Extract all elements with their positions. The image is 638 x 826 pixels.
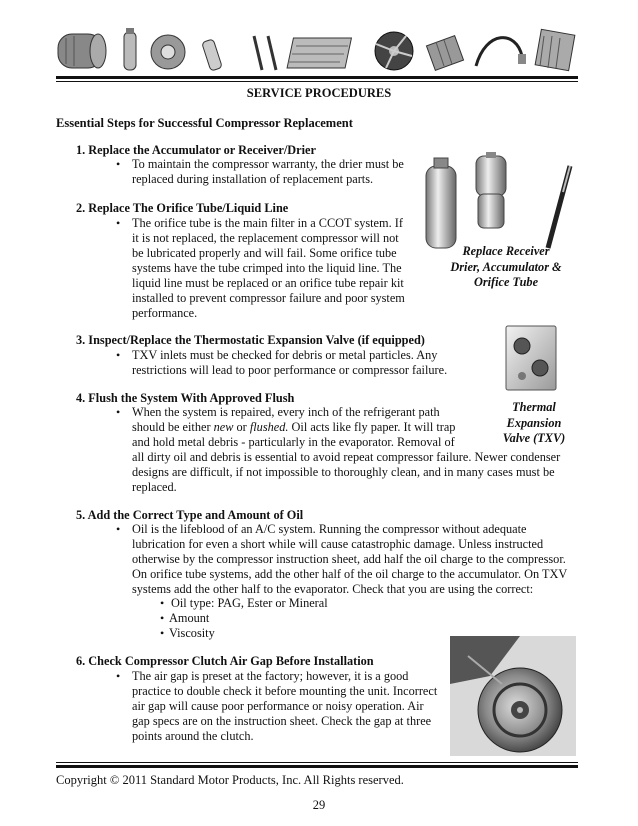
orifice-tube-image	[548, 166, 570, 248]
receiver-drier-image	[426, 158, 456, 248]
step-4-line: designs are difficult, if not impossible to thoroughly clean, and in many cases must be	[132, 465, 555, 479]
step-4-line: all dirty oil and debris is essential to avoid repeat compressor failure. Newer condenser	[132, 450, 561, 464]
bullet-marker: •	[116, 348, 121, 362]
step-4-heading: 4. Flush the System With Approved Flush	[76, 391, 295, 405]
bullet-marker: •	[116, 216, 121, 230]
step-6-line: The air gap is preset at the factory; however, it is a good	[132, 669, 409, 683]
footer-rule-thick	[56, 765, 578, 768]
step-1-line: To maintain the compressor warranty, the drier must be	[132, 157, 404, 171]
header-rule-thin	[56, 81, 578, 82]
step-5-line: otherwise by the compressor instruction sheet, add half the oil charge to the compressor.	[132, 552, 566, 566]
caption-line: Replace Receiver	[462, 244, 550, 258]
clutch-icon	[151, 35, 185, 69]
page-number: 29	[312, 798, 326, 812]
caption-line: Valve (TXV)	[502, 431, 566, 445]
caption-line: Orifice Tube	[473, 275, 539, 289]
page-subtitle: Essential Steps for Successful Compressor Replacement	[56, 116, 353, 130]
txv-photo	[500, 322, 562, 394]
step-5-heading: 5. Add the Correct Type and Amount of Oil	[76, 508, 304, 522]
bullet-marker: •	[116, 157, 121, 171]
oil-subitem: Amount	[169, 611, 210, 625]
drier-caption	[436, 244, 576, 291]
step-4-line: When the system is repaired, every inch of the refrigerant path	[132, 405, 440, 419]
copyright-text: Copyright © 2011 Standard Motor Products, Inc. All Rights reserved.	[56, 773, 404, 787]
text-run: or	[233, 420, 250, 434]
drier-accumulator-photo	[420, 152, 580, 252]
heater-core-icon	[535, 29, 575, 70]
evaporator-icon	[426, 36, 463, 71]
hose-icon	[476, 38, 526, 66]
accumulator-image	[476, 152, 506, 228]
step-6-heading: 6. Check Compressor Clutch Air Gap Before Installation	[76, 654, 374, 668]
step-3-heading: 3. Inspect/Replace the Thermostatic Expansion Valve (if equipped)	[76, 333, 425, 347]
step-2-heading: 2. Replace The Orifice Tube/Liquid Line	[76, 201, 289, 215]
text-run-italic: flushed.	[249, 420, 289, 434]
compressor-icon	[58, 34, 106, 68]
text-run-italic: new	[213, 420, 234, 434]
step-5-line: lubrication for even a short while will cause catastrophic damage. Unless instructed	[132, 537, 544, 551]
step-1-line: replaced during installation of replacement parts.	[132, 172, 374, 186]
orifice-tube-icon	[254, 36, 276, 70]
fan-icon	[375, 32, 413, 70]
step-4-line-emphasis	[132, 420, 455, 435]
step-2-line: The orifice tube is the main filter in a CCOT system. If	[132, 216, 403, 230]
bullet-marker: •	[116, 405, 121, 419]
step-3-line: restrictions will lead to poor performance or compressor failure.	[132, 363, 448, 377]
txv-caption	[488, 400, 580, 447]
step-4-line: and hold metal debris - particularly in the evaporator. Removal of	[132, 435, 455, 449]
text-run: Oil acts like fly paper. It will trap	[288, 420, 456, 434]
parts-banner	[56, 26, 578, 74]
condenser-icon	[287, 38, 351, 68]
step-4-line: replaced.	[132, 480, 177, 494]
footer-rule-thin	[56, 762, 578, 763]
step-6-line: air gap will cause poor performance or noisy operation. Air	[132, 699, 424, 713]
step-2-line: be lubricated properly and will fail. Some orifice tube	[132, 246, 397, 260]
accumulator-icon	[202, 39, 223, 71]
step-3-line: TXV inlets must be checked for debris or metal particles. Any	[132, 348, 438, 362]
caption-line: Thermal	[512, 400, 556, 414]
step-1-heading: 1. Replace the Accumulator or Receiver/Drier	[76, 143, 316, 157]
page-title: SERVICE PROCEDURES	[246, 86, 392, 100]
caption-line: Drier, Accumulator &	[450, 259, 562, 274]
step-2-line: performance.	[132, 306, 198, 320]
oil-subitem: Viscosity	[169, 626, 215, 640]
bullet-marker: •	[160, 596, 165, 610]
step-6-line: practice to double check it before mounting the unit. Incorrect	[132, 684, 438, 698]
text-run: should be either	[132, 420, 214, 434]
step-2-line: systems have the tube crimped into the liquid line. The	[132, 261, 402, 275]
step-6-line: points around the clutch.	[132, 729, 254, 743]
step-6-line: gap specs are on the instruction sheet. Check the gap at three	[132, 714, 432, 728]
bullet-marker: •	[160, 611, 165, 625]
receiver-drier-icon	[124, 28, 136, 70]
bullet-marker: •	[116, 669, 121, 683]
caption-line: Expansion	[506, 415, 562, 430]
oil-subitem: Oil type: PAG, Ester or Mineral	[171, 596, 328, 610]
step-2-line: installed to prevent compressor failure and poor system	[132, 291, 405, 305]
step-5-line: systems add the other half to the evaporator. Check that you are using the correct:	[132, 582, 534, 596]
header-rule-thick	[56, 76, 578, 79]
step-2-line: liquid line must be replaced or an orifice tube repair kit	[132, 276, 404, 290]
step-5-line: Oil is the lifeblood of an A/C system. Running the compressor without adequate	[132, 522, 527, 536]
bullet-marker: •	[116, 522, 121, 536]
clutch-air-gap-photo	[450, 636, 576, 756]
step-5-line: On orifice tube systems, add the other half of the oil charge to the accumulator. On TXV	[132, 567, 568, 581]
step-2-line: it is not replaced, the replacement compressor will not	[132, 231, 399, 245]
bullet-marker: •	[160, 626, 165, 640]
